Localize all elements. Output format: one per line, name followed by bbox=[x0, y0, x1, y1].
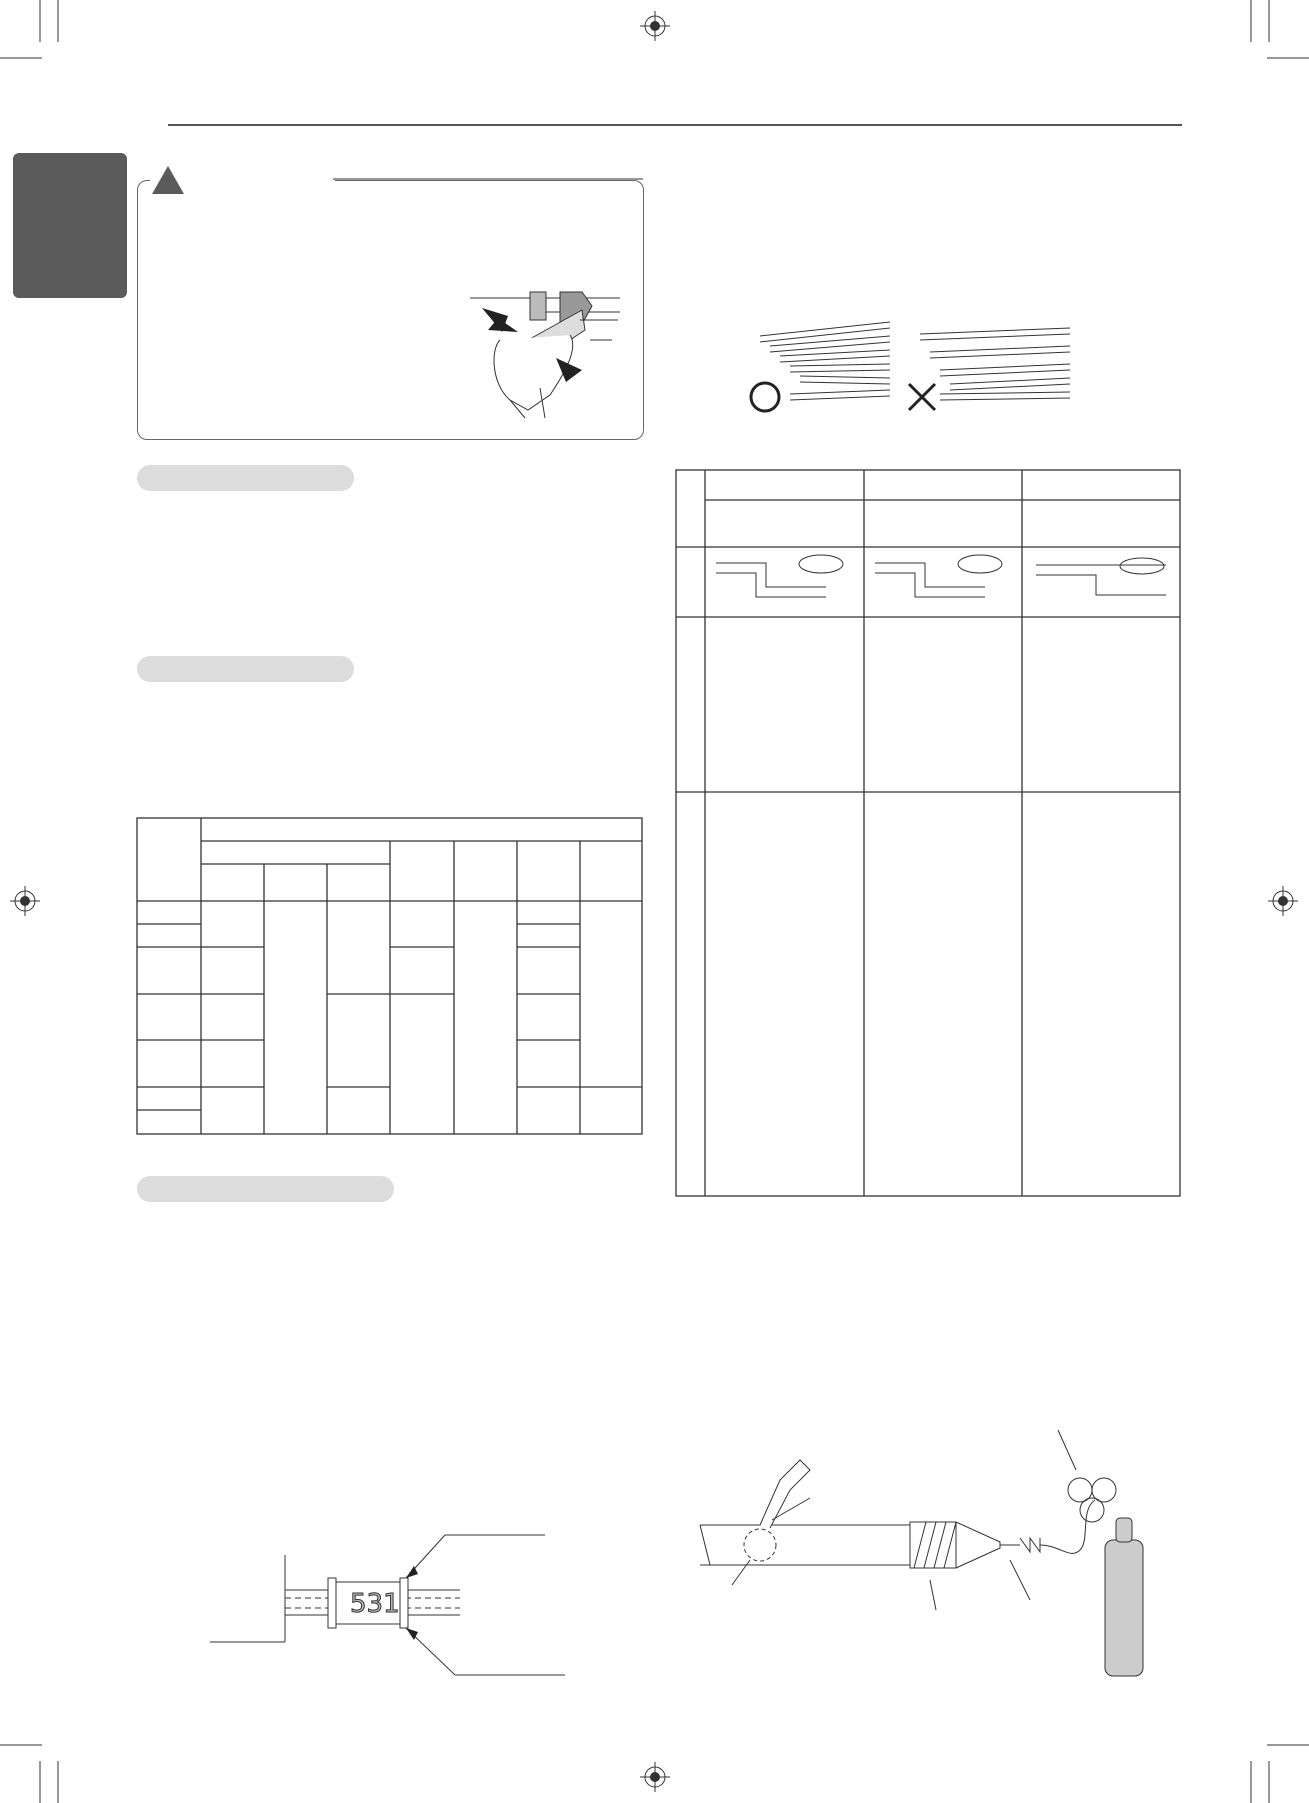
registration-mark-icon bbox=[640, 11, 670, 41]
svg-text:531: 531 bbox=[350, 1589, 400, 1619]
section-heading-bar bbox=[137, 656, 354, 682]
pipe-spec-table bbox=[137, 818, 647, 1138]
wrench-tightening-illustration bbox=[470, 290, 640, 420]
pipe-coupler-illustration bbox=[210, 1520, 570, 1720]
section-heading-bar bbox=[137, 465, 354, 491]
registration-mark-icon bbox=[1268, 886, 1298, 916]
warning-title-rule bbox=[333, 178, 643, 182]
registration-mark-icon bbox=[640, 1762, 670, 1792]
header-rule bbox=[168, 124, 1182, 126]
nitrogen-brazing-illustration bbox=[700, 1450, 1150, 1680]
warning-triangle-icon bbox=[150, 164, 186, 196]
cross-x-icon bbox=[906, 381, 938, 413]
section-heading-bar bbox=[137, 1176, 394, 1202]
registration-mark-icon bbox=[10, 886, 40, 916]
language-tab bbox=[13, 153, 127, 298]
contamination-table bbox=[676, 470, 1191, 1200]
circle-o-icon bbox=[748, 380, 782, 414]
